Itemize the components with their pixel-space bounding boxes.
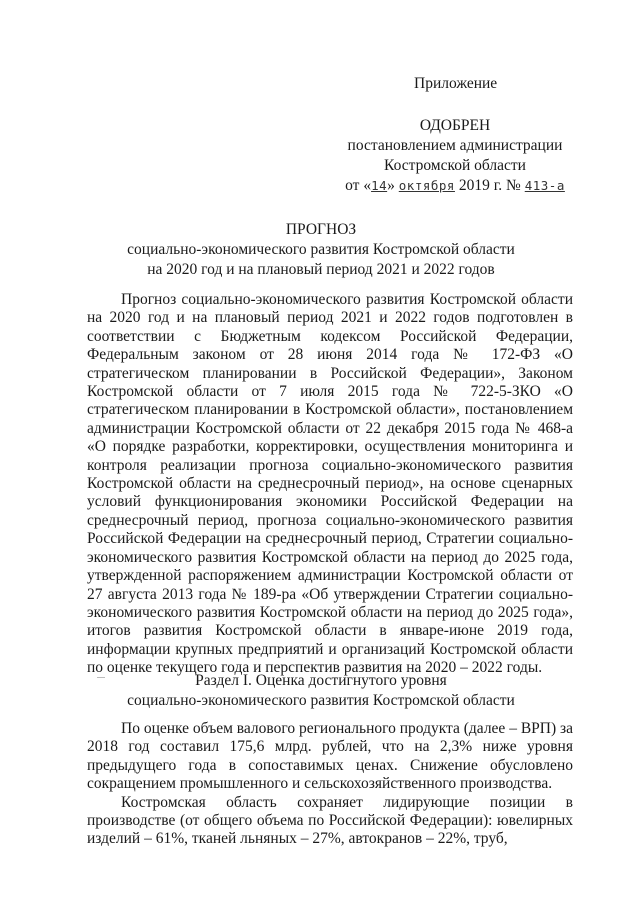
section-body xyxy=(87,720,573,849)
document-subtitle-line-2: на 2020 год и на плановый период 2021 и 2022 годов xyxy=(147,261,495,278)
document-title-block xyxy=(60,220,582,280)
date-month-handwritten: октября xyxy=(398,178,455,193)
document-title: ПРОГНОЗ xyxy=(285,221,357,238)
approved-by-line-2: Костромской области xyxy=(384,157,526,174)
section-heading xyxy=(60,671,582,711)
section-paragraph-1: По оценке объем валового регионального продукта (далее – ВРП) за 2018 год составил 175,6 млрд. рублей, что на 2,3% ниже уровня предыдущего года в сопоставимых ценах. Снижение обусловлено сокращением промышленного и сельскохозяйственного производства. xyxy=(87,720,574,793)
approved-heading: ОДОБРЕН xyxy=(419,117,491,134)
approved-by-line-1: постановлением администрации xyxy=(347,137,563,154)
date-mid: » xyxy=(387,177,395,194)
date-prefix: от « xyxy=(345,177,372,194)
approval-stamp-block xyxy=(340,116,570,196)
section-heading-line-1: Раздел I. Оценка достигнутого уровня xyxy=(195,672,447,689)
intro-paragraph: Прогноз социально-экономического развития Костромской области на 2020 год и на плановый период 2021 и 2022 годов подготовлен в соответствии с Бюджетным кодексом Российской Федерации, Федеральным законом от 28 июня 2014 года № 172-ФЗ «О стратегическом планировании в Российской Федерации», Законом Костромской области от 7 июля 2015 года № 722-5-ЗКО «О стратегическом планировании в Костромской области», постановлением администрации Костромской области от 22 декабря 2015 года № 468-а «О порядке разработки, корректировки, осуществления мониторинга и контроля реализации прогноза социально-экономического развития Костромской области на среднесрочный период», на основе сценарных условий функционирования экономики Российской Федерации на среднесрочный период, прогноза социально-экономического развития Российской Федерации на среднесрочный период, Стратегии социально-экономического развития Костромской области на период до 2025 года, утвержденной распоряжением администрации Костромской области от 27 августа 2013 года № 189-ра «Об утверждении Стратегии социально-экономического развития Костромской области на период до 2025 года», итогов развития Костромской области в январе-июне 2019 года, информации крупных предприятий и организаций Костромской области по оценке текущего года и перспектив развития на 2020 – 2022 годы. xyxy=(87,291,573,677)
section-heading-line-2: социально-экономического развития Костромской области xyxy=(127,692,515,709)
section-paragraph-2: Костромская область сохраняет лидирующие позиции в производстве (от общего объема по Российской Федерации): ювелирных изделий – 61%, тканей льняных – 27%, автокранов – 22%, труб, xyxy=(87,793,573,848)
intro-section xyxy=(87,291,573,678)
appendix-label: Приложение xyxy=(414,75,498,92)
date-year: 2019 г. № xyxy=(454,177,521,194)
approval-date-line xyxy=(340,176,570,196)
date-day-handwritten: 14 xyxy=(371,178,388,193)
document-number-handwritten: 413-а xyxy=(524,178,565,193)
document-subtitle-line-1: социально-экономического развития Костромской области xyxy=(127,241,515,258)
